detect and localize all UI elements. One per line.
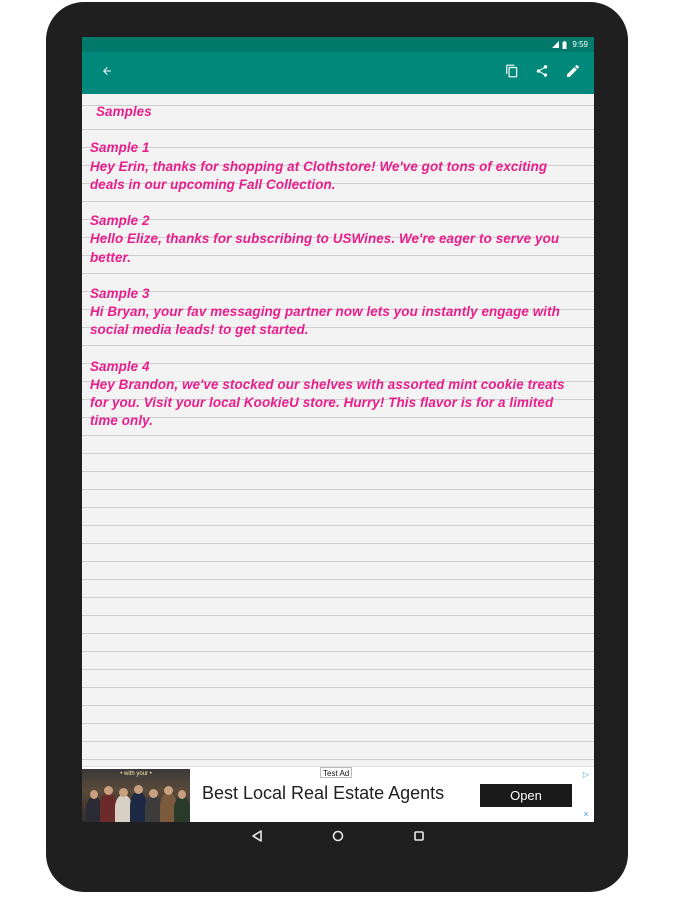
sample-title: Sample 3 xyxy=(90,285,150,301)
circle-home-icon xyxy=(332,829,344,847)
ad-close-icon[interactable]: × xyxy=(583,809,589,819)
ad-image[interactable] xyxy=(82,769,190,822)
share-button[interactable] xyxy=(527,52,557,94)
copy-icon xyxy=(505,64,519,83)
sample-line: Hi Bryan, your fav messaging partner now lets you instantly engage with xyxy=(90,304,560,320)
ad-label: Test Ad xyxy=(320,767,352,778)
sample-title: Sample 2 xyxy=(90,213,150,229)
sample-block xyxy=(90,358,590,431)
sample-block xyxy=(90,285,590,340)
status-bar xyxy=(82,37,594,52)
sample-title: Sample 1 xyxy=(90,140,150,156)
ad-choices-icon[interactable]: ▷ xyxy=(582,770,590,779)
sample-line: time only. xyxy=(90,413,154,429)
sample-title: Sample 4 xyxy=(90,358,150,374)
status-time: 9:59 xyxy=(572,40,588,49)
app-screen xyxy=(82,37,594,822)
square-recent-icon xyxy=(413,829,425,847)
ad-title[interactable]: Best Local Real Estate Agents xyxy=(202,783,445,803)
nav-recent-button[interactable] xyxy=(407,826,431,850)
triangle-back-icon xyxy=(251,829,263,847)
sample-line: for you. Visit your local KookieU store. Hurry! This flavor is for a limited xyxy=(90,395,554,411)
share-icon xyxy=(535,64,549,83)
edit-button[interactable] xyxy=(558,52,588,94)
sample-line: Hello Elize, thanks for subscribing to USWines. We're eager to serve you xyxy=(90,231,560,247)
arrow-back-icon xyxy=(101,64,113,82)
note-text xyxy=(90,103,590,431)
pencil-icon xyxy=(565,63,581,84)
note-heading: Samples xyxy=(96,104,152,119)
sample-block xyxy=(90,212,590,267)
note-content-area[interactable] xyxy=(82,94,594,766)
sample-line: deals in our upcoming Fall Collection. xyxy=(90,176,336,192)
navigation-bar xyxy=(82,822,594,854)
signal-icon xyxy=(552,41,559,48)
copy-button[interactable] xyxy=(497,52,527,94)
sample-line: Hey Brandon, we've stocked our shelves with assorted mint cookie treats xyxy=(90,376,565,392)
ad-image-caption: • with your • xyxy=(120,771,152,777)
nav-back-button[interactable] xyxy=(245,826,269,850)
sample-line: better. xyxy=(90,249,131,265)
nav-home-button[interactable] xyxy=(326,826,350,850)
sample-line: Hey Erin, thanks for shopping at Clothstore! We've got tons of exciting xyxy=(90,158,548,174)
ad-banner[interactable] xyxy=(82,766,594,822)
app-bar xyxy=(82,52,594,94)
back-button[interactable] xyxy=(92,52,122,94)
ad-open-button[interactable]: Open xyxy=(480,784,572,807)
sample-line: social media leads! to get started. xyxy=(90,322,309,338)
battery-icon xyxy=(562,41,569,48)
sample-block xyxy=(90,139,590,194)
